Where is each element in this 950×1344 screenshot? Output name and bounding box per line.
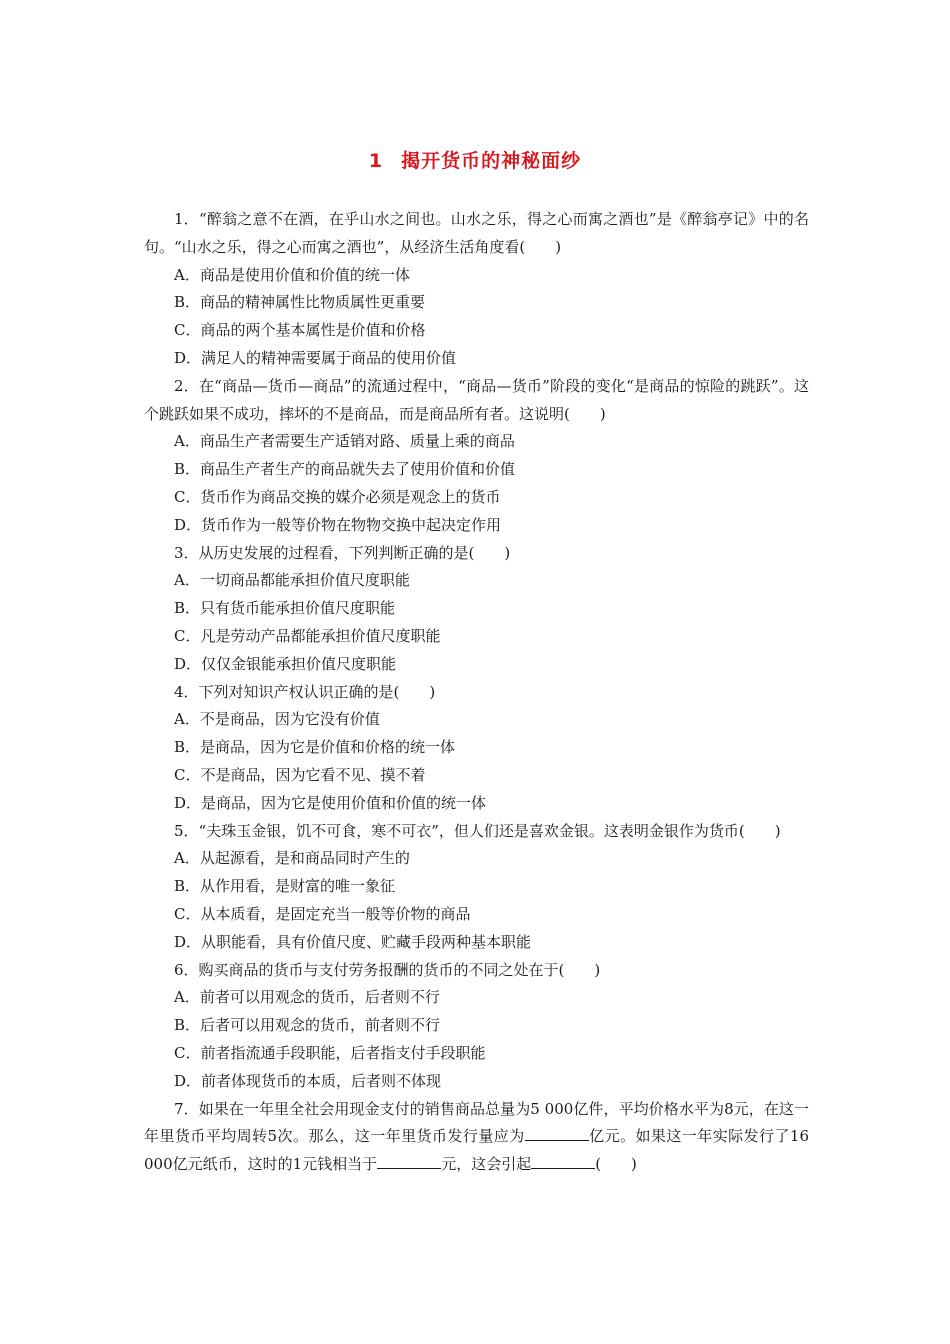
option-d: D．货币作为一般等价物在物物交换中起决定作用: [174, 515, 502, 534]
q7-text-4: ( ): [595, 1155, 637, 1174]
option-a: A．前者可以用观念的货币，后者则不行: [174, 988, 440, 1007]
page-title: [0, 146, 950, 173]
option-b: B．商品的精神属性比物质属性更重要: [174, 293, 426, 312]
option-a: A．从起源看，是和商品同时产生的: [174, 849, 410, 868]
q7-text-2: 亿元。如果这一年实际发行了16 000亿元纸币，这时的1元钱相当于: [144, 1127, 810, 1174]
answer-blank-3: [531, 1154, 595, 1169]
option-d: D．是商品，因为它是使用价值和价值的统一体: [174, 793, 487, 812]
question-7: [144, 1096, 809, 1179]
option-b: B．后者可以用观念的货币，前者则不行: [174, 1016, 441, 1035]
option-b: B．商品生产者生产的商品就失去了使用价值和价值: [174, 460, 516, 479]
title-text: 揭开货币的神秘面纱: [401, 150, 582, 172]
option-d: D．前者体现货币的本质，后者则不体现: [174, 1071, 442, 1090]
question-4: [144, 679, 809, 818]
answer-blank-1: [525, 1126, 589, 1141]
option-a: A．商品是使用价值和价值的统一体: [174, 265, 410, 284]
question-stem: 6．购买商品的货币与支付劳务报酬的货币的不同之处在于( ): [174, 960, 601, 979]
question-3: [144, 540, 809, 679]
question-stem: 4．下列对知识产权认识正确的是( ): [174, 682, 436, 701]
question-stem: 1．“醉翁之意不在酒，在乎山水之间也。山水之乐，得之心而寓之酒也”是《醉翁亭记》中的名句。“山水之乐，得之心而寓之酒也”，从经济生活角度看( ): [144, 210, 809, 256]
answer-blank-2: [377, 1154, 441, 1169]
option-a: A．商品生产者需要生产适销对路、质量上乘的商品: [174, 432, 515, 451]
question-2: [144, 373, 809, 540]
option-d: D．从职能看，具有价值尺度、贮藏手段两种基本职能: [174, 932, 532, 951]
option-b: B．是商品，因为它是价值和价格的统一体: [174, 738, 456, 757]
question-stem: 5．“夫珠玉金银，饥不可食，寒不可衣”，但人们还是喜欢金银。这表明金银作为货币( ): [174, 821, 781, 840]
option-c: C．货币作为商品交换的媒介必须是观念上的货币: [174, 487, 501, 506]
option-a: A．不是商品，因为它没有价值: [174, 710, 380, 729]
question-1: [144, 206, 809, 373]
option-c: C．前者指流通手段职能，后者指支付手段职能: [174, 1043, 486, 1062]
option-c: C．商品的两个基本属性是价值和价格: [174, 321, 426, 340]
question-stem: [144, 1096, 809, 1179]
question-5: [144, 818, 809, 957]
question-list: [144, 206, 809, 1179]
q7-text-3: 元，这会引起: [441, 1155, 532, 1174]
option-c: C．凡是劳动产品都能承担价值尺度职能: [174, 626, 441, 645]
option-b: B．从作用看，是财富的唯一象征: [174, 877, 396, 896]
option-a: A．一切商品都能承担价值尺度职能: [174, 571, 410, 590]
question-stem: 3．从历史发展的过程看，下列判断正确的是( ): [174, 543, 511, 562]
q7-text-1: 7．如果在一年里全社会用现金支付的销售商品总量为5 000亿件，平均价格水平为8元，在这一年里货币平均周转5次。那么，这一年里货币发行量应为: [144, 1099, 809, 1146]
question-6: [144, 957, 809, 1096]
question-stem: 2．在“商品—货币—商品”的流通过程中，“商品—货币”阶段的变化“是商品的惊险的跳跃”。这个跳跃如果不成功，摔坏的不是商品，而是商品所有者。这说明( ): [144, 376, 809, 423]
option-d: D．满足人的精神需要属于商品的使用价值: [174, 348, 457, 367]
option-c: C．不是商品，因为它看不见、摸不着: [174, 765, 426, 784]
option-d: D．仅仅金银能承担价值尺度职能: [174, 654, 397, 673]
option-b: B．只有货币能承担价值尺度职能: [174, 599, 396, 618]
title-number: 1: [368, 150, 384, 172]
option-c: C．从本质看，是固定充当一般等价物的商品: [174, 904, 471, 923]
